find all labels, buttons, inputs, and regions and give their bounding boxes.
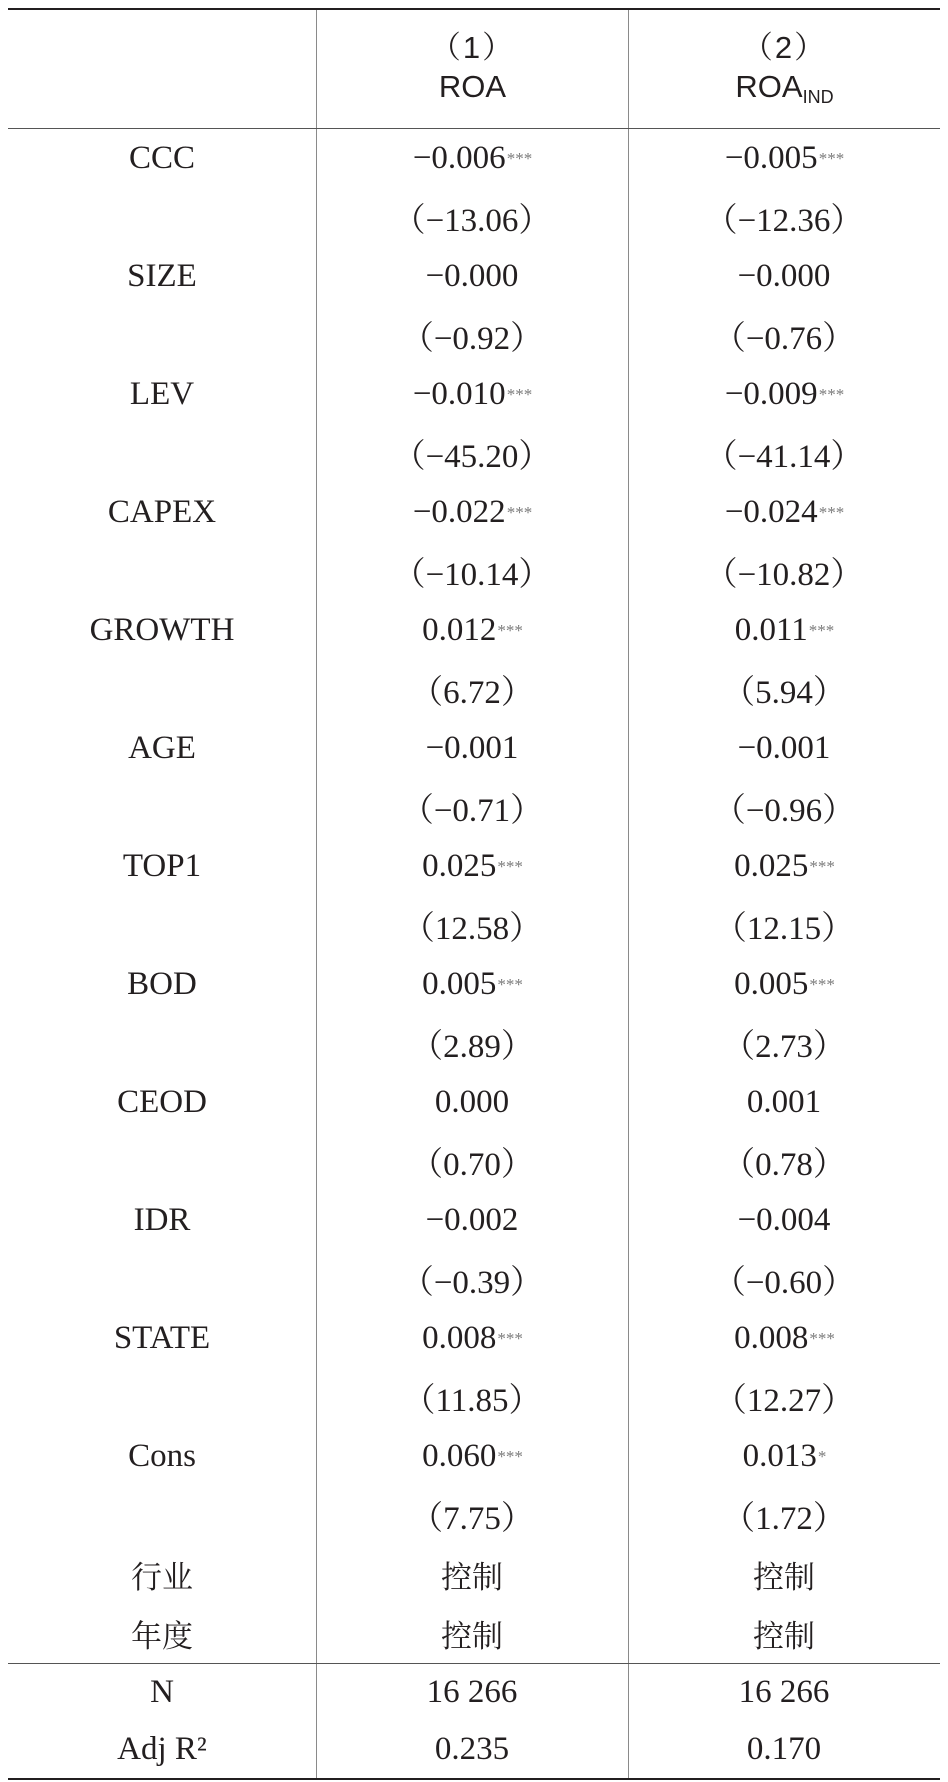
- table-row: [8, 719, 940, 778]
- model-1-cell: [316, 247, 628, 306]
- variable-cell: [8, 837, 316, 896]
- significance-stars: ***: [809, 1328, 835, 1348]
- cell-value: 0.170: [746, 1731, 822, 1767]
- header-model-1-name: [439, 68, 506, 109]
- model-2-cell: [628, 1545, 940, 1604]
- model-2-cell: [628, 542, 940, 601]
- cell-value: Adj R²: [117, 1731, 207, 1767]
- model-2-cell: [628, 601, 940, 660]
- variable-cell: [8, 601, 316, 660]
- table-row: [8, 306, 940, 365]
- variable-cell: [8, 1545, 316, 1604]
- variable-cell: [8, 129, 316, 188]
- cell-value: （−0.39）: [400, 1265, 544, 1301]
- table-row: [8, 1427, 940, 1486]
- model-2-cell: [628, 778, 940, 837]
- header-model-1-label: ROA: [438, 69, 507, 105]
- cell-value: −0.004: [737, 1202, 831, 1238]
- cell-value: （−13.06）: [392, 203, 552, 239]
- cell-value: （−0.71）: [400, 793, 544, 829]
- cell-value: （−10.14）: [392, 557, 552, 593]
- variable-cell: [8, 1368, 316, 1427]
- model-1-cell: [316, 129, 628, 188]
- table-row: [8, 1664, 940, 1721]
- header-model-2-number: （2）: [741, 30, 828, 66]
- model-1-cell: [316, 1309, 628, 1368]
- model-1-cell: [316, 896, 628, 955]
- cell-value: Cons: [128, 1438, 196, 1474]
- model-2-cell: [628, 837, 940, 896]
- model-2-cell: [628, 1368, 940, 1427]
- model-2-cell: [628, 896, 940, 955]
- model-1-cell: [316, 778, 628, 837]
- cell-value: 0.011: [734, 612, 808, 648]
- table-row: [8, 955, 940, 1014]
- significance-stars: ***: [497, 1446, 523, 1466]
- model-1-cell: [316, 306, 628, 365]
- model-2-cell: [628, 306, 940, 365]
- cell-value: 0.025: [734, 848, 809, 884]
- variable-cell: [8, 1132, 316, 1191]
- cell-value: IDR: [133, 1202, 191, 1238]
- significance-stars: ***: [506, 502, 533, 522]
- header-model-2-sub: IND: [802, 87, 834, 108]
- model-1-cell: [316, 1014, 628, 1073]
- cell-value: （−0.92）: [400, 321, 544, 357]
- cell-value: （12.58）: [401, 911, 543, 947]
- cell-value: AGE: [128, 730, 196, 766]
- table-row: [8, 1250, 940, 1309]
- table-row: [8, 1073, 940, 1132]
- variable-cell: [8, 1073, 316, 1132]
- cell-value: CEOD: [117, 1084, 207, 1120]
- cell-value: （12.27）: [713, 1383, 855, 1419]
- cell-value: BOD: [127, 966, 197, 1002]
- model-1-cell: [316, 1132, 628, 1191]
- model-2-cell: [628, 188, 940, 247]
- cell-value: 0.001: [746, 1084, 822, 1120]
- significance-stars: ***: [497, 620, 523, 640]
- cell-value: 0.000: [434, 1084, 510, 1120]
- cell-value: 年度: [131, 1619, 193, 1655]
- cell-value: 0.005: [422, 966, 497, 1002]
- table-row: [8, 1721, 940, 1778]
- model-1-cell: [316, 1486, 628, 1545]
- cell-value: STATE: [113, 1320, 211, 1356]
- cell-value: 16 266: [738, 1674, 830, 1710]
- model-1-cell: [316, 837, 628, 896]
- variable-cell: [8, 719, 316, 778]
- cell-value: （1.72）: [722, 1501, 846, 1537]
- model-1-cell: [316, 365, 628, 424]
- model-2-cell: [628, 660, 940, 719]
- cell-value: （6.72）: [410, 675, 534, 711]
- model-2-cell: [628, 1191, 940, 1250]
- model-2-cell: [628, 365, 940, 424]
- table-row: [8, 660, 940, 719]
- model-2-cell: [628, 483, 940, 542]
- model-1-cell: [316, 719, 628, 778]
- cell-value: （0.70）: [410, 1147, 534, 1183]
- cell-value: 行业: [131, 1560, 193, 1596]
- table-row: [8, 1014, 940, 1073]
- cell-value: （5.94）: [722, 675, 846, 711]
- table-row: [8, 837, 940, 896]
- cell-value: 0.012: [422, 612, 497, 648]
- variable-cell: [8, 483, 316, 542]
- table-row: [8, 365, 940, 424]
- model-2-cell: [628, 247, 940, 306]
- table-row: [8, 1191, 940, 1250]
- model-2-cell: [628, 129, 940, 188]
- table-body: [8, 129, 940, 1663]
- model-2-cell: [628, 1427, 940, 1486]
- model-1-cell: [316, 601, 628, 660]
- model-2-cell: [628, 1604, 940, 1663]
- cell-value: −0.001: [737, 730, 831, 766]
- cell-value: −0.022: [412, 494, 506, 530]
- model-2-cell: [628, 424, 940, 483]
- cell-value: −0.001: [425, 730, 519, 766]
- cell-value: 0.008: [734, 1320, 809, 1356]
- cell-value: −0.009: [724, 376, 818, 412]
- cell-value: 16 266: [426, 1674, 518, 1710]
- table-row: [8, 1486, 940, 1545]
- cell-value: 0.025: [422, 848, 497, 884]
- variable-cell: [8, 1664, 316, 1721]
- table-row: [8, 483, 940, 542]
- cell-value: 0.235: [434, 1731, 510, 1767]
- model-1-cell: [316, 1368, 628, 1427]
- cell-value: −0.000: [737, 258, 831, 294]
- variable-cell: [8, 247, 316, 306]
- cell-value: （−45.20）: [392, 439, 552, 475]
- significance-stars: ***: [808, 620, 835, 640]
- cell-value: TOP1: [122, 848, 202, 884]
- model-1-cell: [316, 542, 628, 601]
- variable-cell: [8, 365, 316, 424]
- significance-stars: ***: [818, 384, 845, 404]
- table-row: [8, 1604, 940, 1663]
- significance-stars: ***: [497, 974, 523, 994]
- table-row: [8, 778, 940, 837]
- table-row: [8, 542, 940, 601]
- cell-value: （7.75）: [410, 1501, 534, 1537]
- cell-value: 控制: [441, 1619, 503, 1655]
- significance-stars: ***: [818, 148, 845, 168]
- model-1-cell: [316, 1604, 628, 1663]
- cell-value: CCC: [128, 140, 196, 176]
- model-1-cell: [316, 1250, 628, 1309]
- cell-value: SIZE: [127, 258, 197, 294]
- significance-stars: ***: [506, 148, 533, 168]
- model-1-cell: [316, 1191, 628, 1250]
- model-2-cell: [628, 1664, 940, 1721]
- variable-cell: [8, 1604, 316, 1663]
- cell-value: 控制: [753, 1619, 815, 1655]
- model-1-cell: [316, 424, 628, 483]
- variable-cell: [8, 660, 316, 719]
- cell-value: −0.002: [425, 1202, 519, 1238]
- cell-value: （2.89）: [410, 1029, 534, 1065]
- model-1-cell: [316, 1664, 628, 1721]
- cell-value: LEV: [129, 376, 195, 412]
- model-2-cell: [628, 1132, 940, 1191]
- model-2-cell: [628, 719, 940, 778]
- significance-stars: ***: [506, 384, 533, 404]
- significance-stars: ***: [818, 502, 845, 522]
- table-row: [8, 188, 940, 247]
- table-row: [8, 1368, 940, 1427]
- cell-value: （11.85）: [402, 1383, 542, 1419]
- table-row: [8, 896, 940, 955]
- cell-value: CAPEX: [107, 494, 217, 530]
- header-model-2: [628, 10, 940, 128]
- table-row: [8, 1132, 940, 1191]
- variable-cell: [8, 188, 316, 247]
- model-1-cell: [316, 1427, 628, 1486]
- variable-cell: [8, 1309, 316, 1368]
- variable-cell: [8, 896, 316, 955]
- table-row: [8, 424, 940, 483]
- table-row: [8, 1545, 940, 1604]
- variable-cell: [8, 1014, 316, 1073]
- model-1-cell: [316, 188, 628, 247]
- cell-value: 控制: [753, 1560, 815, 1596]
- cell-value: （−0.76）: [712, 321, 856, 357]
- cell-value: （0.78）: [722, 1147, 846, 1183]
- table-header: [8, 10, 940, 129]
- significance-stars: *: [817, 1446, 827, 1466]
- header-model-1-number: （1）: [429, 30, 516, 66]
- table-row: [8, 1309, 940, 1368]
- model-2-cell: [628, 1250, 940, 1309]
- header-model-2-name: [735, 68, 833, 109]
- variable-cell: [8, 1191, 316, 1250]
- table-summary: [8, 1663, 940, 1778]
- header-model-1: [316, 10, 628, 128]
- cell-value: 0.005: [734, 966, 809, 1002]
- model-2-cell: [628, 1721, 940, 1778]
- significance-stars: ***: [497, 856, 523, 876]
- cell-value: −0.024: [724, 494, 818, 530]
- cell-value: −0.010: [412, 376, 506, 412]
- model-1-cell: [316, 1073, 628, 1132]
- model-1-cell: [316, 955, 628, 1014]
- significance-stars: ***: [809, 856, 835, 876]
- cell-value: （2.73）: [722, 1029, 846, 1065]
- model-1-cell: [316, 483, 628, 542]
- cell-value: 控制: [441, 1560, 503, 1596]
- significance-stars: ***: [809, 974, 835, 994]
- regression-table: [8, 8, 940, 1780]
- cell-value: 0.008: [422, 1320, 497, 1356]
- model-1-cell: [316, 1721, 628, 1778]
- cell-value: （12.15）: [713, 911, 855, 947]
- cell-value: （−10.82）: [704, 557, 864, 593]
- variable-cell: [8, 1250, 316, 1309]
- model-1-cell: [316, 660, 628, 719]
- table-row: [8, 601, 940, 660]
- variable-cell: [8, 1486, 316, 1545]
- variable-cell: [8, 306, 316, 365]
- model-2-cell: [628, 1073, 940, 1132]
- cell-value: −0.005: [724, 140, 818, 176]
- table-row: [8, 247, 940, 306]
- variable-cell: [8, 424, 316, 483]
- table-row: [8, 129, 940, 188]
- cell-value: （−0.60）: [712, 1265, 856, 1301]
- variable-cell: [8, 1721, 316, 1778]
- model-2-cell: [628, 1486, 940, 1545]
- variable-cell: [8, 1427, 316, 1486]
- header-variable-cell: [8, 10, 316, 128]
- cell-value: 0.060: [422, 1438, 497, 1474]
- cell-value: （−0.96）: [712, 793, 856, 829]
- variable-cell: [8, 778, 316, 837]
- model-2-cell: [628, 1309, 940, 1368]
- model-1-cell: [316, 1545, 628, 1604]
- cell-value: GROWTH: [89, 612, 235, 648]
- significance-stars: ***: [497, 1328, 523, 1348]
- variable-cell: [8, 955, 316, 1014]
- model-2-cell: [628, 955, 940, 1014]
- cell-value: （−41.14）: [704, 439, 864, 475]
- cell-value: N: [150, 1674, 174, 1710]
- model-2-cell: [628, 1014, 940, 1073]
- header-model-2-label: ROA: [735, 69, 803, 105]
- cell-value: −0.006: [412, 140, 506, 176]
- variable-cell: [8, 542, 316, 601]
- cell-value: −0.000: [425, 258, 519, 294]
- cell-value: （−12.36）: [704, 203, 864, 239]
- cell-value: 0.013: [742, 1438, 817, 1474]
